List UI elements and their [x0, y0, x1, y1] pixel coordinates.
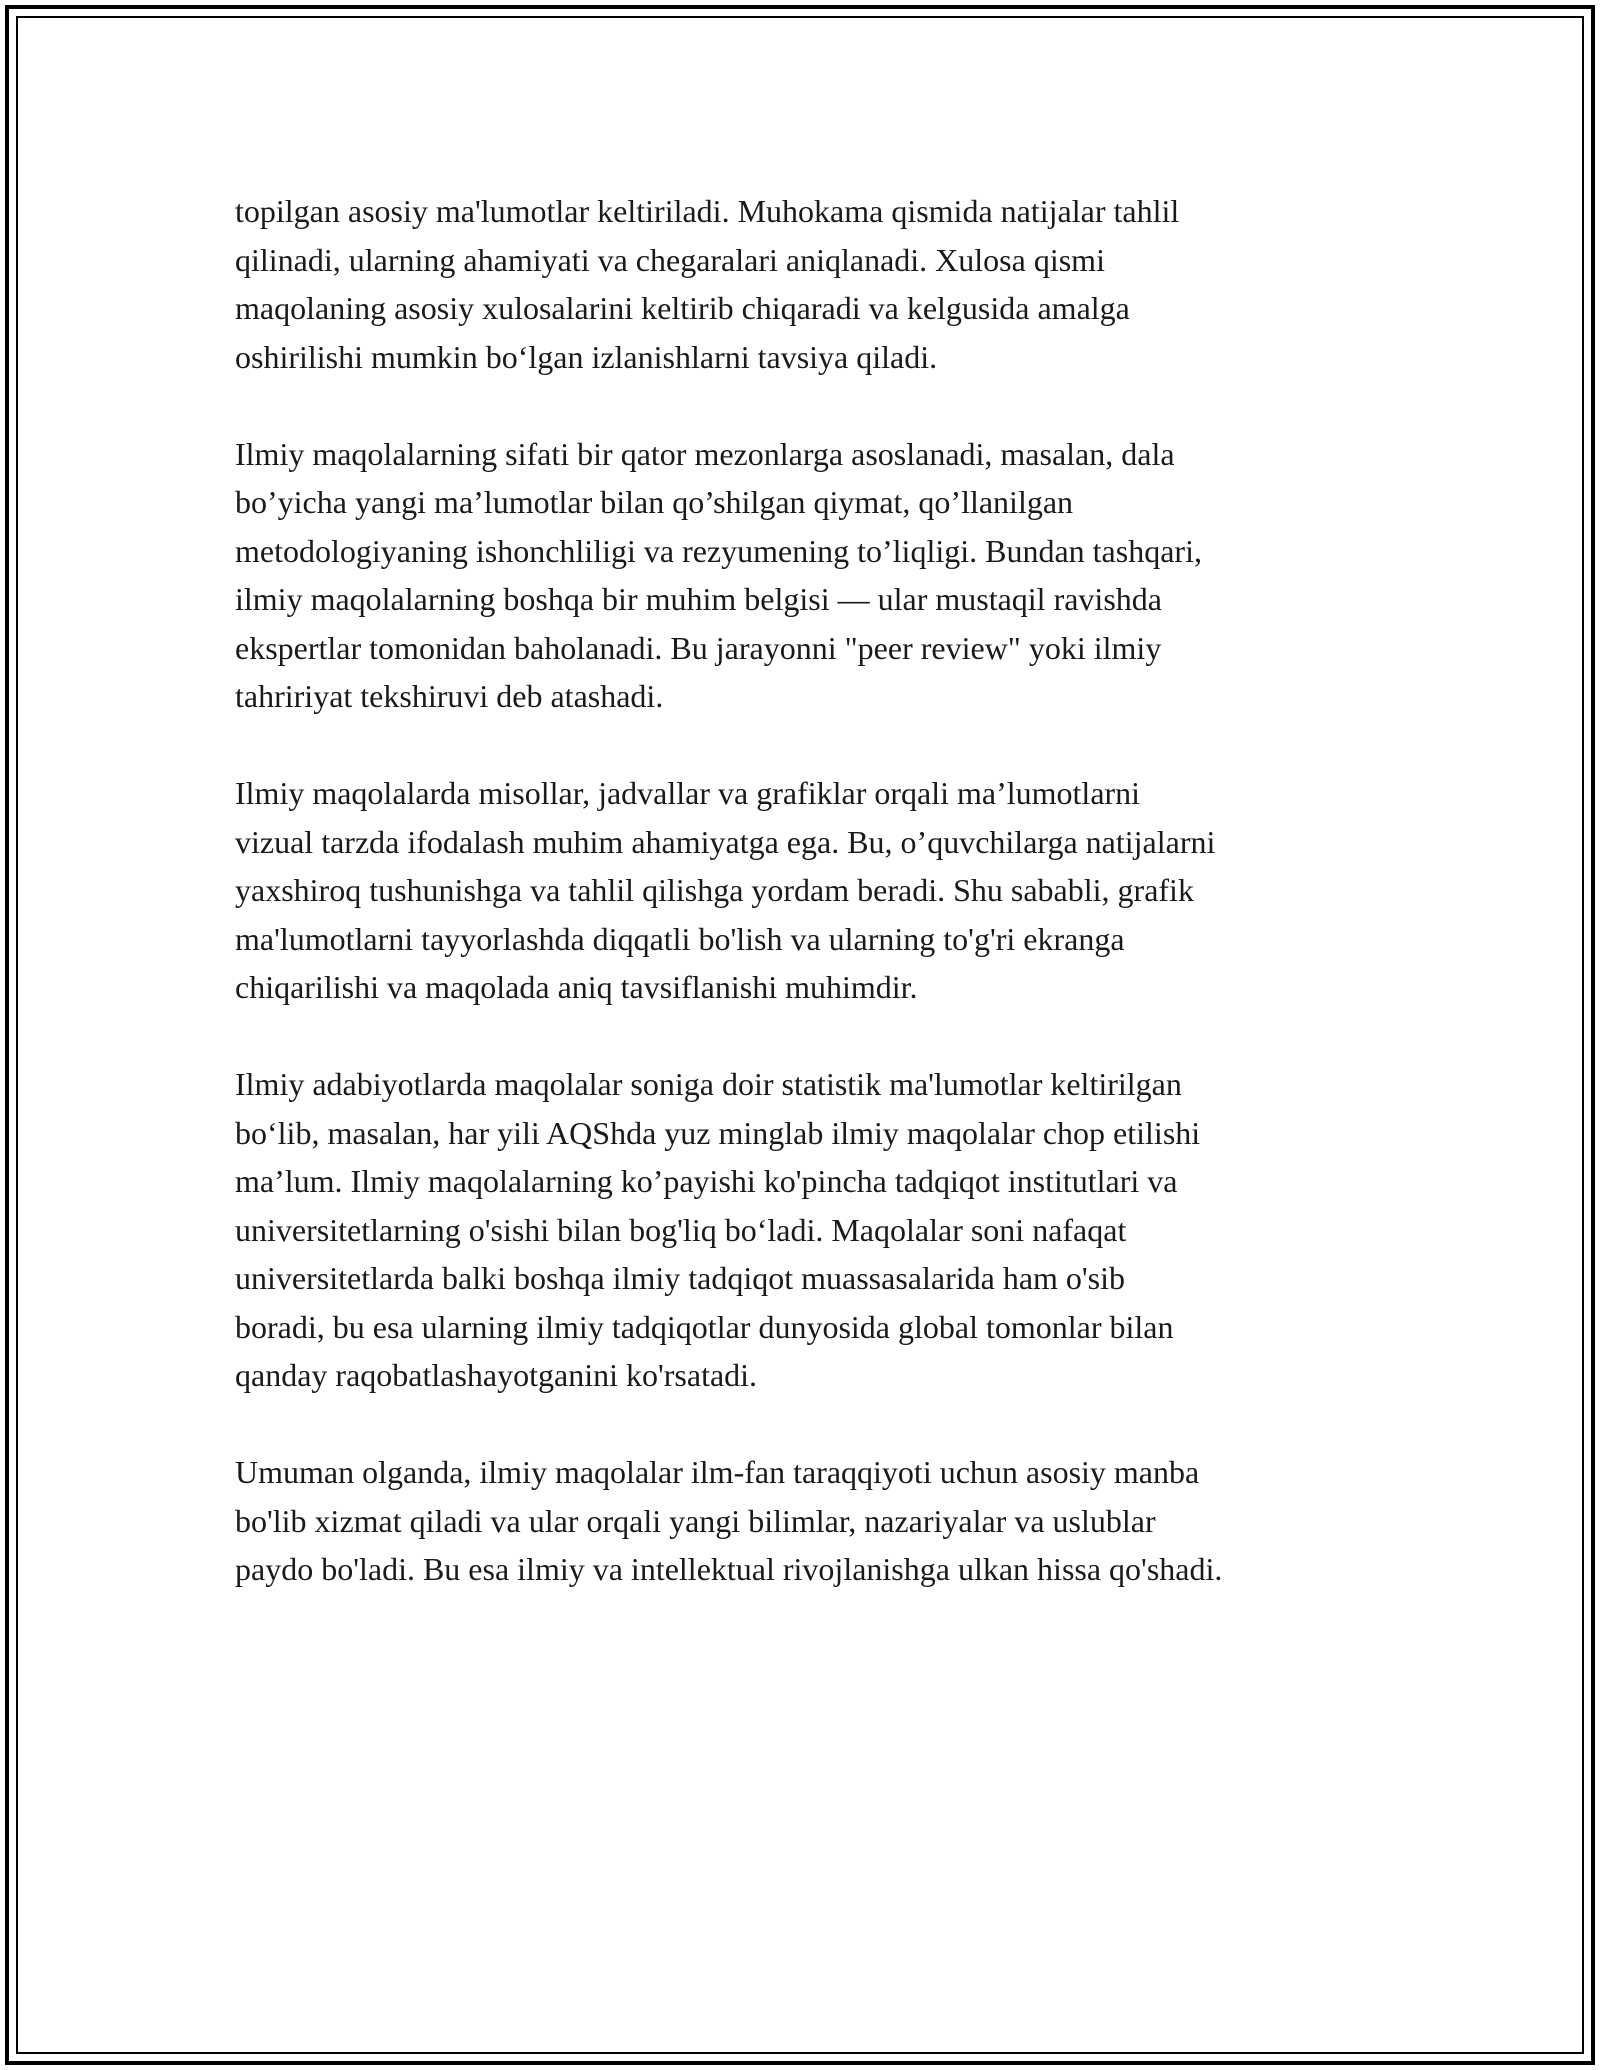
- paragraph: topilgan asosiy ma'lumotlar keltiriladi. Muhokama qismida natijalar tahlil qilinadi, ularning ahamiyati va chegaralari aniqlanadi. Xulosa qismi maqolaning asosiy xulosalarini keltirib chiqaradi va kelgusida amalga oshirilishi mumkin bo‘lgan izlanishlarni tavsiya qiladi.: [235, 193, 1180, 375]
- paragraph: Ilmiy maqolalarda misollar, jadvallar va grafiklar orqali ma’lumotlarni vizual tarzda ifodalash muhim ahamiyatga ega. Bu, o’quvchilarga natijalarni yaxshiroq tushunishga va tahlil qilishga yordam beradi. Shu sababli, grafik ma'lumotlarni tayyorlashda diqqatli bo'lish va ularning to'g'ri ekranga chiqarilishi va maqolada aniq tavsiflanishi muhimdir.: [235, 775, 1216, 1005]
- document-body: [235, 187, 1385, 1642]
- paragraph: Ilmiy adabiyotlarda maqolalar soniga doir statistik ma'lumotlar keltirilgan bo‘lib, masalan, har yili AQShda yuz minglab ilmiy maqolalar chop etilishi ma’lum. Ilmiy maqolalarning ko’payishi ko'pincha tadqiqot institutlari va universitetlarning o'sishi bilan bog'liq bo‘ladi. Maqolalar soni nafaqat universitetlarda balki boshqa ilmiy tadqiqot muassasalarida ham o'sib boradi, bu esa ularning ilmiy tadqiqotlar dunyosida global tomonlar bilan qanday raqobatlashayotganini ko'rsatadi.: [235, 1066, 1201, 1393]
- paragraph: Umuman olganda, ilmiy maqolalar ilm-fan taraqqiyoti uchun asosiy manba bo'lib xizmat qiladi va ular orqali yangi bilimlar, nazariyalar va uslublar paydo bo'ladi. Bu esa ilmiy va intellektual rivojlanishga ulkan hissa qo'shadi.: [235, 1454, 1223, 1587]
- paragraph: Ilmiy maqolalarning sifati bir qator mezonlarga asoslanadi, masalan, dala bo’yicha yangi ma’lumotlar bilan qo’shilgan qiymat, qo’llanilgan metodologiyaning ishonchliligi va rezyumening to’liqligi. Bundan tashqari, ilmiy maqolalarning boshqa bir muhim belgisi — ular mustaqil ravishda ekspertlar tomonidan baholanadi. Bu jarayonni "peer review" yoki ilmiy tahririyat tekshiruvi deb atashadi.: [235, 435, 1202, 714]
